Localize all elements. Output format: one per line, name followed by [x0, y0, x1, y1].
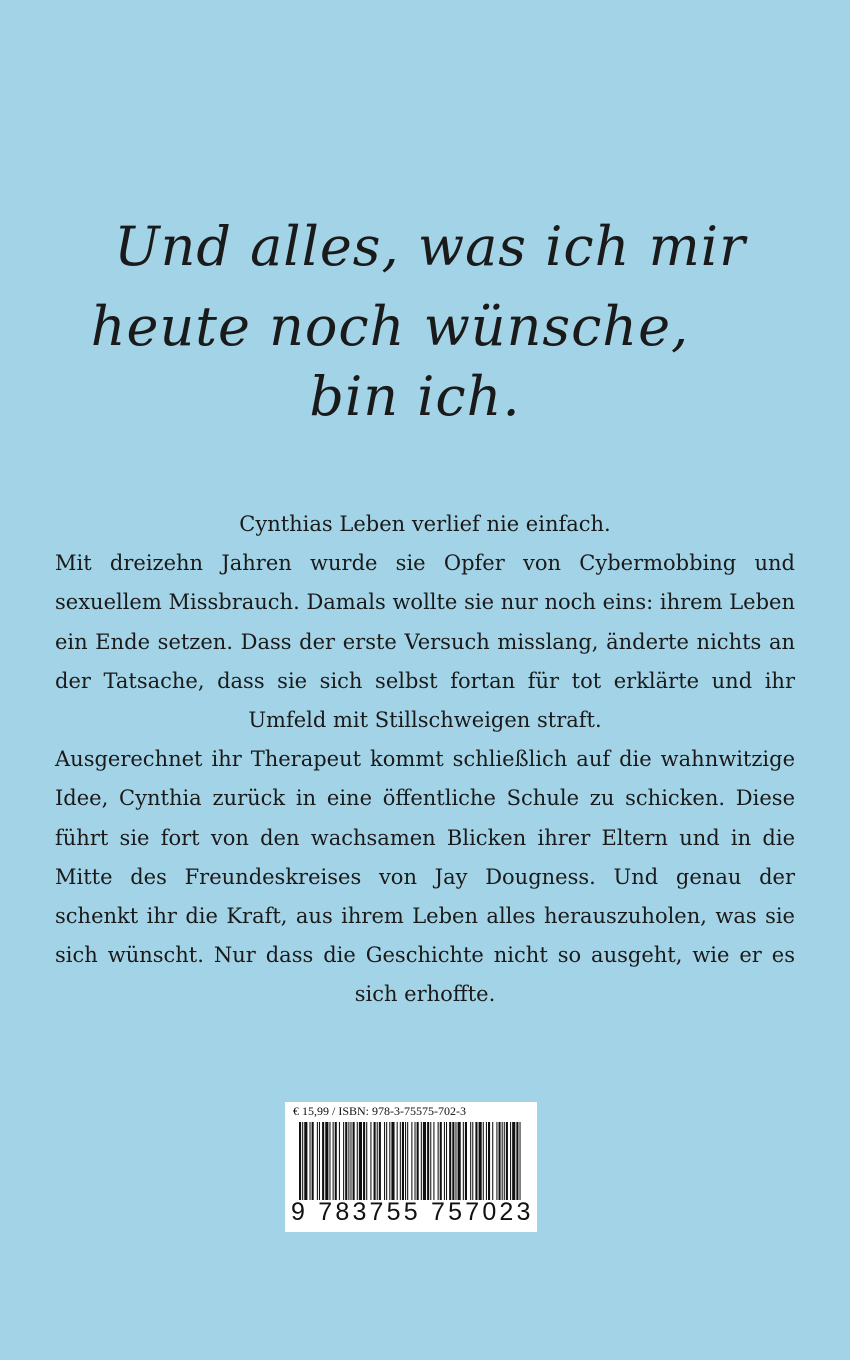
barcode-bar — [348, 1122, 349, 1200]
barcode-bar — [458, 1122, 461, 1200]
barcode-bar — [386, 1122, 387, 1200]
barcode-bar — [374, 1122, 376, 1200]
barcode-bar — [391, 1122, 394, 1200]
barcode-bar — [444, 1122, 445, 1200]
barcode-bars — [299, 1122, 523, 1200]
barcode-bar — [353, 1122, 355, 1200]
barcode-label — [285, 1102, 537, 1232]
barcode-bar — [377, 1122, 378, 1200]
barcode-bar — [486, 1122, 487, 1200]
barcode-bar — [512, 1122, 515, 1200]
price-isbn-text: € 15,99 / ISBN: 978-3-75575-702-3 — [293, 1104, 466, 1118]
barcode-bar — [322, 1122, 324, 1200]
quote-line-2: heute noch wünsche, — [90, 295, 690, 358]
barcode-bar — [452, 1122, 454, 1200]
barcode-bar — [449, 1122, 451, 1200]
barcode-bar — [499, 1122, 501, 1200]
barcode-bar — [350, 1122, 351, 1200]
barcode-bar — [317, 1122, 318, 1200]
barcode-bar — [397, 1122, 398, 1200]
barcode-bar — [389, 1122, 390, 1200]
barcode-bar — [379, 1122, 381, 1200]
barcode-bar — [516, 1122, 518, 1200]
barcode-bar — [502, 1122, 503, 1200]
barcode-bar — [479, 1122, 482, 1200]
barcode-bar — [411, 1122, 412, 1200]
handwritten-quote — [60, 195, 800, 435]
barcode-bar — [370, 1122, 371, 1200]
barcode-bar — [446, 1122, 447, 1200]
barcode-bar — [423, 1122, 426, 1200]
barcode-bar — [319, 1122, 320, 1200]
barcode-bar — [339, 1122, 340, 1200]
barcode-digits: 9 783755 757023 — [291, 1198, 534, 1226]
barcode-bar — [384, 1122, 385, 1200]
barcode-bar — [333, 1122, 334, 1200]
barcode-bar — [472, 1122, 473, 1200]
barcode-bar — [343, 1122, 344, 1200]
barcode-bar — [329, 1122, 330, 1200]
barcode-bar — [520, 1122, 521, 1200]
quote-line-1: Und alles, was ich mir — [114, 215, 746, 278]
barcode-bar — [366, 1122, 367, 1200]
barcode-bar — [483, 1122, 484, 1200]
barcode-bar — [325, 1122, 328, 1200]
barcode-bar — [417, 1122, 419, 1200]
barcode-bar — [335, 1122, 337, 1200]
barcode-bar — [400, 1122, 401, 1200]
barcode-bar — [421, 1122, 422, 1200]
blurb-paragraph-1: Cynthias Leben verlief nie einfach. — [239, 512, 611, 536]
blurb-paragraph-3: Ausgerechnet ihr Therapeut kommt schließlich auf die wahnwitzige Idee, Cynthia zurück in eine öffentliche Schule zu schicken. Diese führt sie fort von den wachsamen Blicken ihrer Eltern und in die Mitte des Freundeskreises von Jay Dougness. Und genau der schenkt ihr die Kraft, aus ihrem Leben alles herauszuholen, was sie sich wünscht. Nur dass die Geschichte nicht so ausgeht, wie er es sich erhoffte. — [55, 747, 795, 1007]
blurb-text — [55, 505, 795, 1015]
barcode-bar — [310, 1122, 311, 1200]
barcode-bar — [405, 1122, 406, 1200]
barcode-bar — [510, 1122, 511, 1200]
barcode-bar — [488, 1122, 490, 1200]
barcode-bar — [363, 1122, 365, 1200]
barcode-bar — [357, 1122, 358, 1200]
quote-line-3: bin ich. — [309, 365, 521, 428]
barcode-bar — [430, 1122, 431, 1200]
barcode-bar — [299, 1122, 301, 1200]
barcode-bar — [440, 1122, 442, 1200]
barcode-bar — [433, 1122, 434, 1200]
barcode-bar — [504, 1122, 505, 1200]
barcode-bar — [312, 1122, 314, 1200]
barcode-bar — [438, 1122, 439, 1200]
barcode-bar — [402, 1122, 404, 1200]
barcode-bar — [427, 1122, 429, 1200]
barcode-bar — [470, 1122, 471, 1200]
blurb-paragraph-2: Mit dreizehn Jahren wurde sie Opfer von Cybermobbing und sexuellem Missbrauch. Damals wollte sie nur noch eins: ihrem Leben ein Ende setzen. Dass der erste Versuch misslang, änderte nichts an der Tatsache, dass sie sich selbst fortan für tot erklärte und ihr Umfeld mit Stillschweigen straft. — [55, 551, 795, 733]
barcode-bar — [465, 1122, 467, 1200]
barcode-bar — [302, 1122, 303, 1200]
barcode-bar — [345, 1122, 347, 1200]
barcode-bar — [455, 1122, 456, 1200]
barcode-bar — [415, 1122, 416, 1200]
barcode-bar — [492, 1122, 493, 1200]
barcode-bar — [304, 1122, 307, 1200]
barcode-bar — [475, 1122, 477, 1200]
barcode-bar — [496, 1122, 497, 1200]
barcode-bar — [463, 1122, 464, 1200]
barcode-bar — [506, 1122, 508, 1200]
barcode-bar — [407, 1122, 408, 1200]
barcode-bar — [359, 1122, 362, 1200]
